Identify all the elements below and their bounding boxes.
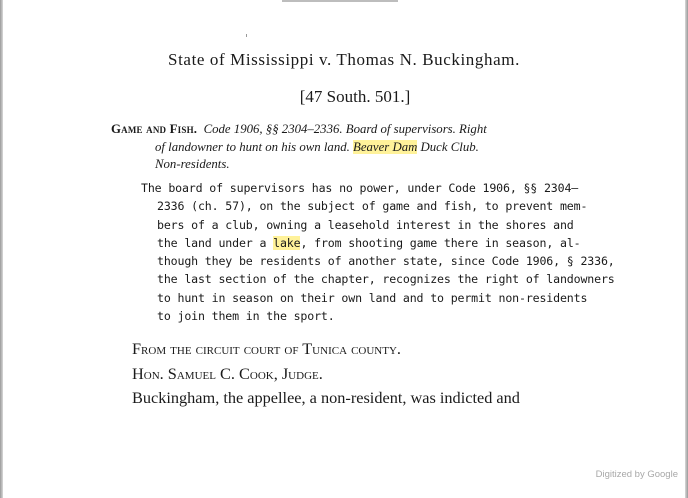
highlight-lake: lake <box>273 235 301 250</box>
case-citation: [47 South. 501.] <box>299 87 411 106</box>
headnote-line-3: Non-residents. <box>155 157 230 171</box>
syllabus-line-3: bers of a club, owning a leasehold interest in the shores and <box>157 217 574 232</box>
page-frame-left <box>0 0 3 498</box>
scan-speck <box>246 34 247 37</box>
opinion-body <box>132 337 622 411</box>
top-rule <box>282 0 398 2</box>
case-title: State of Mississippi v. Thomas N. Buckingham. <box>168 50 520 69</box>
headnote <box>111 121 611 174</box>
headnote-lead: Game and Fish. <box>111 122 198 136</box>
syllabus-line-8: to join them in the sport. <box>157 309 335 324</box>
syllabus <box>141 179 615 325</box>
syllabus-line-1: The board of supervisors has no power, under Code 1906, §§ 2304– <box>141 181 579 195</box>
headnote-line-2: of landowner to hunt on his own land. Beaver Dam Duck Club. <box>155 139 479 154</box>
judge-line: Hon. Samuel C. Cook, Judge. <box>132 363 323 383</box>
headnote-line-1: Game and Fish. Code 1906, §§ 2304–2336. Board of supervisors. Right <box>111 122 487 136</box>
syllabus-line-7: to hunt in season on their own land and to permit non-residents <box>157 290 588 305</box>
syllabus-line-6: the last section of the chapter, recognizes the right of landowners <box>157 272 615 287</box>
syllabus-line-5: though they be residents of another state, since Code 1906, § 2336, <box>157 254 615 269</box>
syllabus-line-4: the land under a lake, from shooting game there in season, al- <box>157 235 581 250</box>
body-line-3: Buckingham, the appellee, a non-resident, was indicted and <box>132 388 520 407</box>
digitized-watermark: Digitized by Google <box>595 469 678 480</box>
court-line: From the circuit court of Tunica county. <box>132 339 401 358</box>
highlight-beaver-dam: Beaver Dam <box>353 139 418 154</box>
syllabus-line-2: 2336 (ch. 57), on the subject of game and fish, to prevent mem- <box>157 199 588 214</box>
